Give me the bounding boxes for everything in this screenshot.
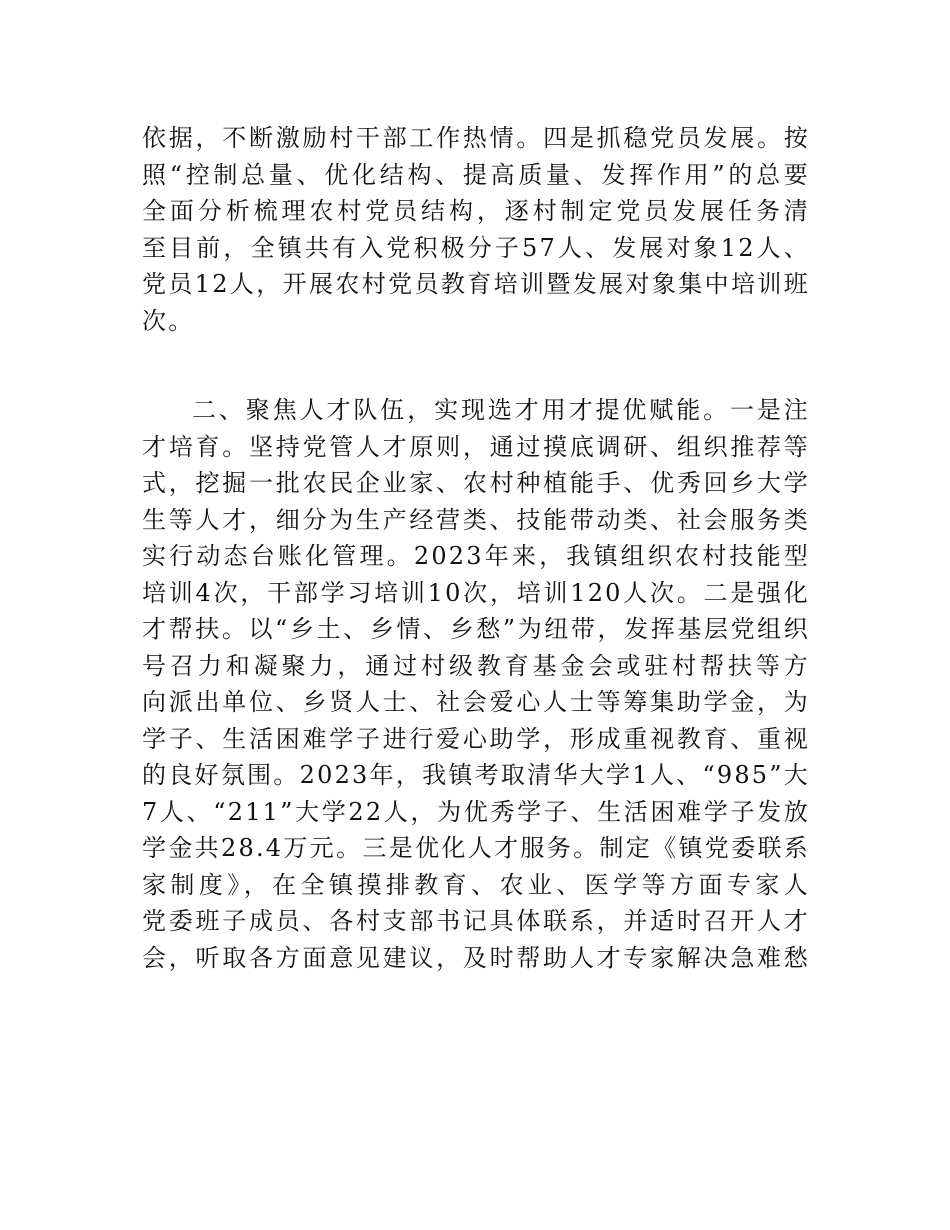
text-line: 的良好氛围。2023年，我镇考取清华大学1人、“985”大 — [142, 761, 810, 789]
text-line: 学子、生活困难学子进行爱心助学，形成重视教育、重视 — [142, 724, 810, 753]
text-line: 式，挖掘一批农民企业家、农村种植能手、优秀回乡大学 — [142, 469, 810, 497]
text-line: 依据，不断激励村干部工作热情。四是抓稳党员发展。按 — [142, 124, 810, 152]
text-line: 7人、“211”大学22人，为优秀学子、生活困难学子发放 — [142, 797, 810, 826]
text-line: 次。 — [142, 306, 195, 335]
text-line: 至目前，全镇共有入党积极分子57人、发展对象12人、 — [142, 233, 810, 262]
text-line: 才培育。坚持党管人才原则，通过摸底调研、组织推荐等 — [142, 432, 810, 461]
text-line: 向派出单位、乡贤人士、社会爱心人士等筹集助学金，为 — [142, 688, 810, 716]
text-line: 学金共28.4万元。三是优化人才服务。制定《镇党委联系 — [142, 834, 810, 862]
paragraph-party-member-development — [142, 120, 810, 339]
text-line: 号召力和凝聚力，通过村级教育基金会或驻村帮扶等方 — [142, 651, 810, 680]
text-line: 党委班子成员、各村支部书记具体联系，并适时召开人才 — [142, 907, 810, 935]
text-line: 家制度》，在全镇摸排教育、农业、医学等方面专家人 — [142, 870, 810, 899]
text-line: 实行动态台账化管理。2023年来，我镇组织农村技能型 — [142, 542, 810, 570]
paragraph-talent-team — [142, 392, 810, 976]
text-line: 才帮扶。以“乡土、乡情、乡愁”为纽带，发挥基层党组织 — [142, 615, 810, 643]
text-line: 照“控制总量、优化结构、提高质量、发挥作用”的总要 — [142, 160, 810, 189]
text-line-first: 二、聚焦人才队伍，实现选才用才提优赋能。一是注 — [192, 396, 810, 424]
text-line: 培训4次，干部学习培训10次，培训120人次。二是强化 — [142, 578, 810, 607]
text-line: 生等人才，细分为生产经营类、技能带动类、社会服务类 — [142, 505, 810, 534]
text-line: 党员12人，开展农村党员教育培训暨发展对象集中培训班 — [142, 270, 810, 298]
text-line: 会，听取各方面意见建议，及时帮助人才专家解决急难愁 — [142, 943, 810, 972]
text-line: 全面分析梳理农村党员结构，逐村制定党员发展任务清 — [142, 197, 810, 225]
